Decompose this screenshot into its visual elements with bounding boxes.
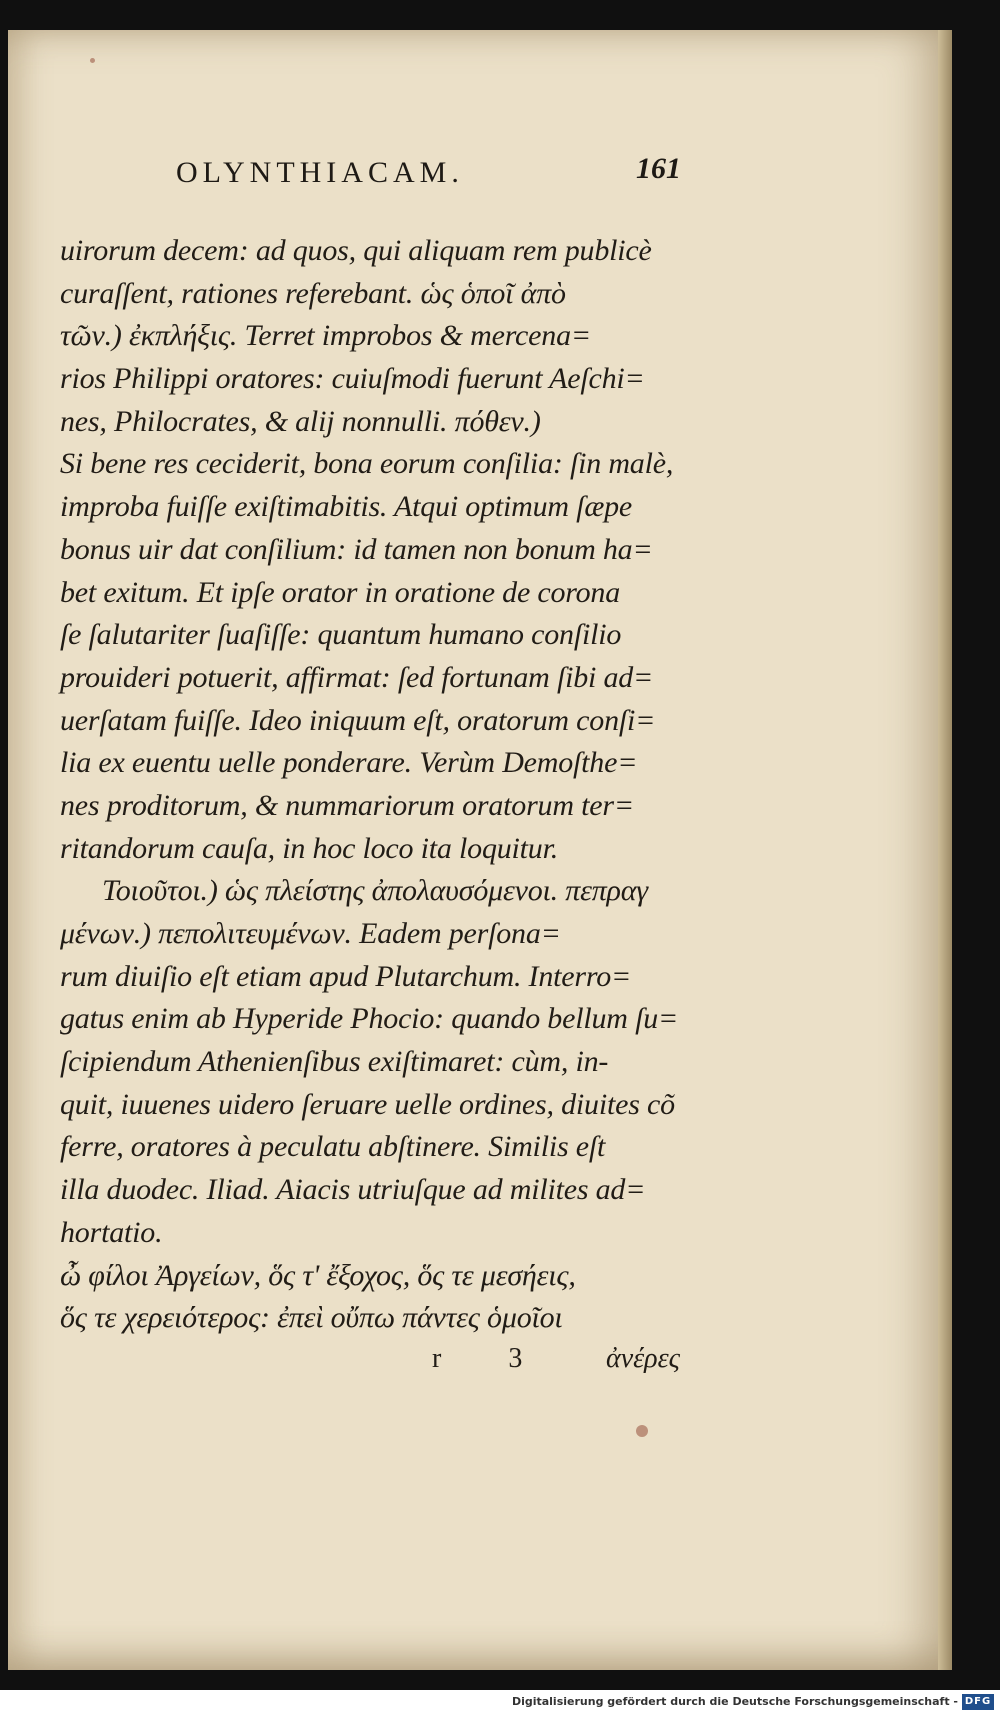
- text-line: illa duodec. Iliad. Aiacis utriuſque ad milites ad=: [60, 1173, 646, 1207]
- body-text-block: [60, 230, 720, 1340]
- foxing-spot: [90, 58, 95, 63]
- funding-notice-text: Digitalisierung gefördert durch die Deutsche Forschungsgemeinschaft -: [511, 1695, 958, 1708]
- page-footer: [8, 1343, 952, 1383]
- text-line: prouideri potuerit, affirmat: ſed fortunam ſibi ad=: [60, 660, 654, 694]
- text-line: improba fuiſſe exiſtimabitis. Atqui optimum ſæpe: [60, 490, 633, 524]
- text-line: lia ex euentu uelle ponderare. Verùm Demoſthe=: [60, 746, 638, 780]
- signature-mark: r 3: [432, 1343, 553, 1374]
- text-line: Τοιοῦτοι.) ὡς πλείστης ἀπολαυσόμενοι. πεπραγ: [102, 874, 648, 908]
- greek-verse-line: ὅς τε χερειότερος: ἐπεὶ οὔπω πάντες ὁμοῖοι: [60, 1301, 563, 1335]
- text-line: uirorum decem: ad quos, qui aliquam rem publicè: [60, 234, 652, 267]
- text-line: ſe ſalutariter ſuaſiſſe: quantum humano conſilio: [60, 618, 622, 652]
- foxing-spot: [636, 1425, 648, 1437]
- text-line: bet exitum. Et ipſe orator in oratione de corona: [60, 575, 621, 609]
- text-line: nes, Philocrates, & alij nonnulli. πόθεν.): [60, 404, 541, 438]
- text-line: ferre, oratores à peculatu abſtinere. Similis eſt: [60, 1130, 606, 1164]
- text-line: ritandorum cauſa, in hoc loco ita loquitur.: [60, 831, 559, 865]
- book-page: [8, 30, 952, 1670]
- page-header: [8, 148, 952, 208]
- dfg-logo: DFG: [962, 1694, 994, 1710]
- text-line: rios Philippi oratores: cuiuſmodi fuerunt Aeſchi=: [60, 362, 645, 396]
- text-line: curaſſent, rationes referebant. ὡς ὁποῖ ἀπὸ: [60, 276, 566, 310]
- text-line: quit, iuuenes uidero ſeruare uelle ordines, diuites cõ: [60, 1087, 675, 1121]
- text-line: bonus uir dat conſilium: id tamen non bonum ha=: [60, 532, 653, 566]
- text-line: hortatio.: [60, 1215, 163, 1249]
- funding-notice-bar: [0, 1690, 1000, 1715]
- text-line: τῶν.) ἐκπλήξις. Terret improbos & mercena=: [60, 319, 591, 353]
- text-line: Si bene res ceciderit, bona eorum conſilia: ſin malè,: [60, 447, 674, 481]
- catchword: ἀνέρες: [606, 1343, 680, 1374]
- text-line: μένων.) πεπολιτευμένων. Eadem perſona=: [60, 917, 561, 950]
- text-line: ſcipiendum Athenienſibus exiſtimaret: cùm, in-: [60, 1045, 609, 1079]
- text-line: rum diuiſio eſt etiam apud Plutarchum. Interro=: [60, 959, 632, 993]
- greek-verse-line: ὦ φίλοι Ἀργείων, ὅς τ' ἔξοχος, ὅς τε μεσήεις,: [60, 1258, 576, 1292]
- folio-number: 161: [636, 152, 681, 185]
- running-head: OLYNTHIACAM.: [176, 156, 464, 189]
- text-line: nes proditorum, & nummariorum oratorum ter=: [60, 788, 634, 822]
- text-line: gatus enim ab Hyperide Phocio: quando bellum ſu=: [60, 1002, 679, 1036]
- text-line: uerſatam fuiſſe. Ideo iniquum eſt, oratorum conſi=: [60, 703, 656, 737]
- page-edge-shadow: [938, 30, 952, 1670]
